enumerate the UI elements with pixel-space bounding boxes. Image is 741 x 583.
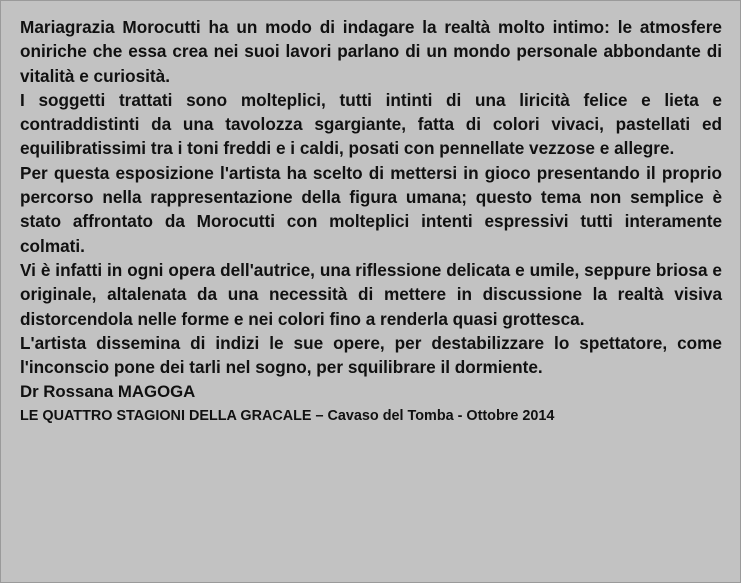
paragraph-intro: Mariagrazia Morocutti ha un modo di indagare la realtà molto intimo: le atmosfere oniriche che essa crea nei suoi lavori parlano di un mondo personale abbondante di vitalità e curiosità. <box>20 17 722 86</box>
author-signature: Dr Rossana MAGOGA <box>20 382 196 402</box>
paragraph-subjects: I soggetti trattati sono molteplici, tutti intinti di una liricità felice e lieta e contraddistinti da una tavolozza sgargiante, fatta di colori vivaci, pastellati ed equilibratissimi tra i toni freddi e i caldi, posati con pennellate vezzose e allegre. <box>20 89 722 159</box>
document-text <box>20 15 722 426</box>
exhibition-footer: LE QUATTRO STAGIONI DELLA GRACALE – Cavaso del Tomba - Ottobre 2014 <box>20 408 555 425</box>
paragraph-reflection: Vi è infatti in ogni opera dell'autrice, una riflessione delicata e umile, seppure briosa e originale, altalenata da una necessità di mettere in discussione la realtà visiva distorcendola nelle forme e nei colori fino a renderla quasi grottesca. <box>20 259 722 329</box>
paragraph-clues: L'artista dissemina di indizi le sue opere, per destabilizzare lo spettatore, come l'inconscio pone dei tarli nel sogno, per squilibrare il dormiente. <box>20 332 722 378</box>
paragraph-exhibition: Per questa esposizione l'artista ha scelto di mettersi in gioco presentando il proprio percorso nella rappresentazione della figura umana; questo tema non semplice è stato affrontato da Morocutti con molteplici intenti espressivi tutti interamente colmati. <box>20 162 722 256</box>
